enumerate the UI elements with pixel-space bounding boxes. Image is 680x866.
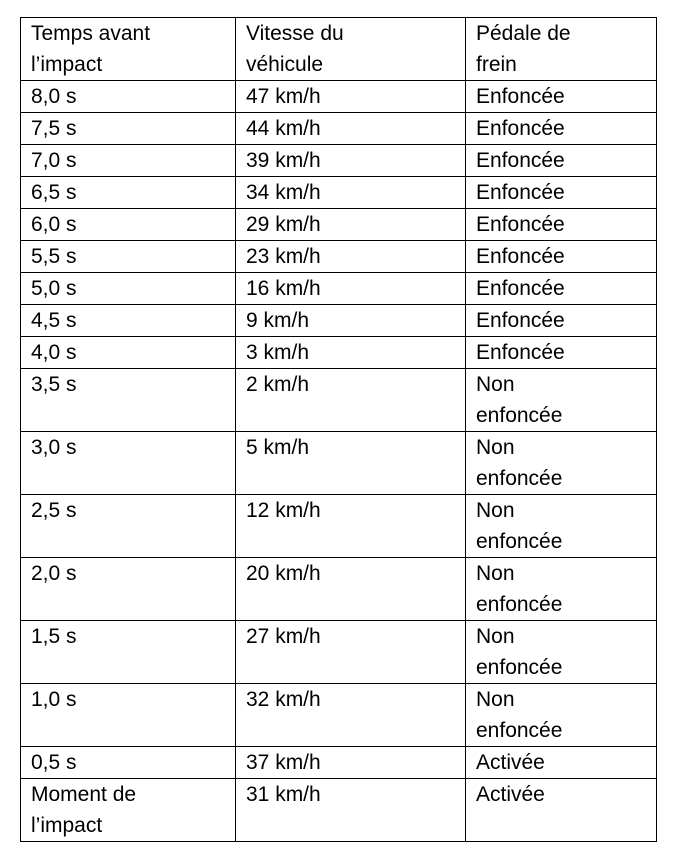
table-row <box>21 558 657 621</box>
cell-brake: Non enfoncée <box>466 558 657 621</box>
cell-speed: 37 km/h <box>236 747 466 779</box>
cell-brake: Activée <box>466 779 657 842</box>
cell-time: 0,5 s <box>21 747 236 779</box>
cell-brake: Enfoncée <box>466 177 657 209</box>
table-row <box>21 432 657 495</box>
table-row <box>21 369 657 432</box>
table-row <box>21 305 657 337</box>
cell-speed: 29 km/h <box>236 209 466 241</box>
cell-brake: Activée <box>466 747 657 779</box>
cell-time: 5,0 s <box>21 273 236 305</box>
cell-brake: Non enfoncée <box>466 369 657 432</box>
header-time-before-impact: Temps avant l’impact <box>21 18 236 81</box>
cell-time: 4,0 s <box>21 337 236 369</box>
cell-brake: Non enfoncée <box>466 432 657 495</box>
table-header <box>21 18 657 81</box>
cell-brake: Non enfoncée <box>466 495 657 558</box>
cell-time: 2,0 s <box>21 558 236 621</box>
table-row <box>21 209 657 241</box>
cell-brake: Enfoncée <box>466 209 657 241</box>
cell-time: 2,5 s <box>21 495 236 558</box>
cell-speed: 3 km/h <box>236 337 466 369</box>
cell-time: Moment de l’impact <box>21 779 236 842</box>
table-row <box>21 621 657 684</box>
cell-time: 3,0 s <box>21 432 236 495</box>
table-row <box>21 337 657 369</box>
cell-speed: 9 km/h <box>236 305 466 337</box>
cell-brake: Enfoncée <box>466 113 657 145</box>
table-row <box>21 684 657 747</box>
table-body <box>21 81 657 842</box>
cell-speed: 47 km/h <box>236 81 466 113</box>
cell-time: 7,5 s <box>21 113 236 145</box>
table-row <box>21 177 657 209</box>
cell-speed: 34 km/h <box>236 177 466 209</box>
cell-speed: 23 km/h <box>236 241 466 273</box>
cell-time: 3,5 s <box>21 369 236 432</box>
cell-time: 6,0 s <box>21 209 236 241</box>
table-row <box>21 495 657 558</box>
cell-speed: 16 km/h <box>236 273 466 305</box>
table-row <box>21 779 657 842</box>
cell-brake: Enfoncée <box>466 273 657 305</box>
cell-speed: 12 km/h <box>236 495 466 558</box>
cell-time: 1,0 s <box>21 684 236 747</box>
cell-speed: 39 km/h <box>236 145 466 177</box>
cell-brake: Non enfoncée <box>466 684 657 747</box>
header-brake-pedal: Pédale de frein <box>466 18 657 81</box>
table-row <box>21 747 657 779</box>
cell-speed: 5 km/h <box>236 432 466 495</box>
cell-speed: 44 km/h <box>236 113 466 145</box>
cell-speed: 2 km/h <box>236 369 466 432</box>
cell-brake: Enfoncée <box>466 241 657 273</box>
cell-speed: 20 km/h <box>236 558 466 621</box>
data-table <box>20 17 657 842</box>
table-row <box>21 145 657 177</box>
header-vehicle-speed: Vitesse du véhicule <box>236 18 466 81</box>
cell-brake: Enfoncée <box>466 305 657 337</box>
cell-time: 1,5 s <box>21 621 236 684</box>
cell-time: 8,0 s <box>21 81 236 113</box>
cell-brake: Enfoncée <box>466 145 657 177</box>
cell-speed: 31 km/h <box>236 779 466 842</box>
cell-brake: Non enfoncée <box>466 621 657 684</box>
cell-brake: Enfoncée <box>466 81 657 113</box>
cell-time: 4,5 s <box>21 305 236 337</box>
cell-speed: 32 km/h <box>236 684 466 747</box>
cell-time: 7,0 s <box>21 145 236 177</box>
table-row <box>21 241 657 273</box>
cell-time: 5,5 s <box>21 241 236 273</box>
cell-time: 6,5 s <box>21 177 236 209</box>
table-row <box>21 273 657 305</box>
cell-brake: Enfoncée <box>466 337 657 369</box>
table-row <box>21 81 657 113</box>
table-row <box>21 113 657 145</box>
cell-speed: 27 km/h <box>236 621 466 684</box>
header-row <box>21 18 657 81</box>
